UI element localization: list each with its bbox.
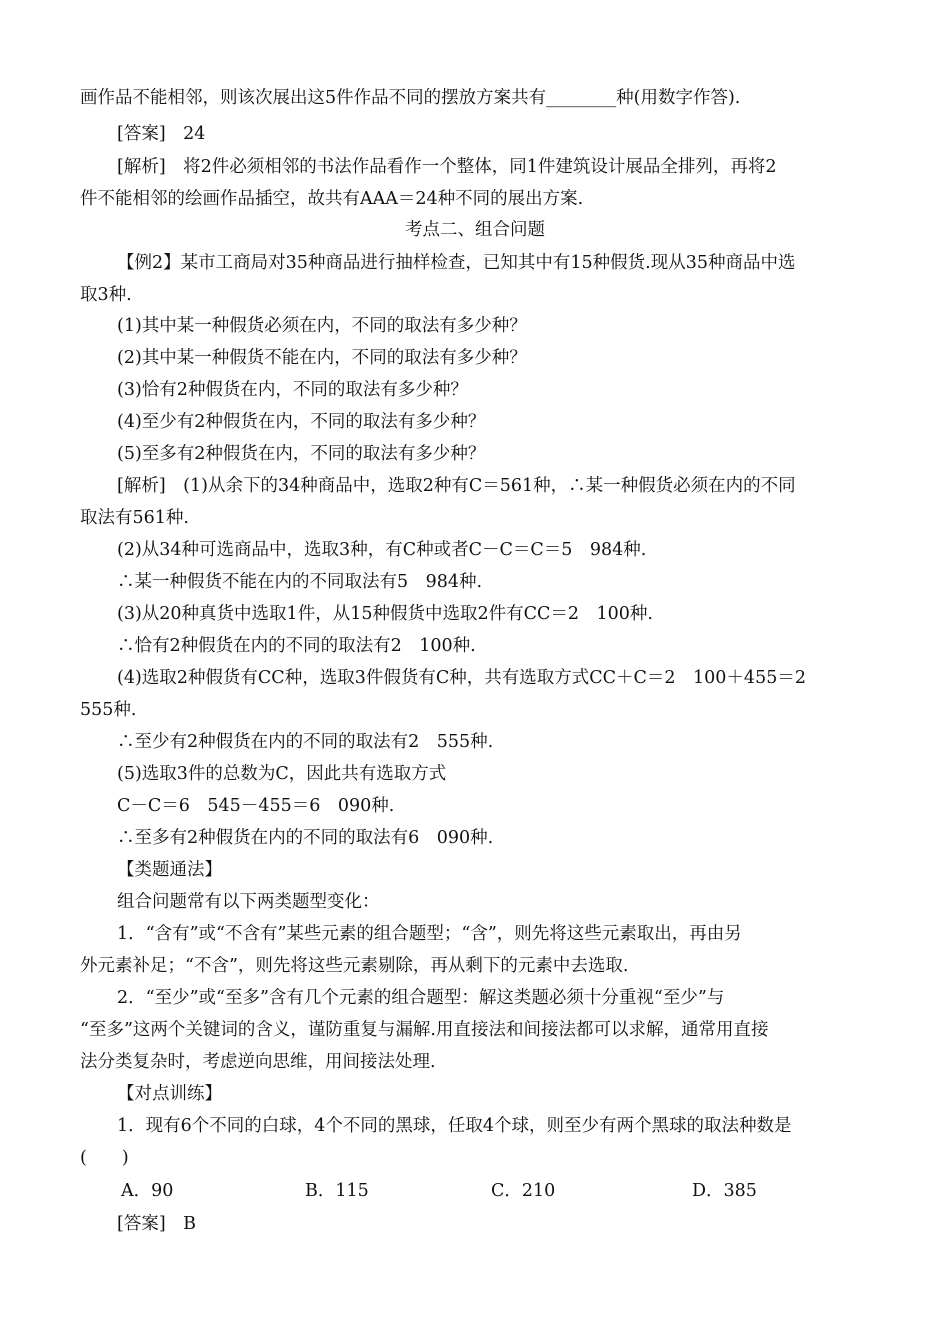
text-line: 取法有561种.	[80, 508, 189, 528]
text-line: ∴至少有2种假货在内的不同的取法有2 555种.	[117, 732, 494, 752]
method-heading: 【类题通法】	[117, 860, 222, 880]
text-line: 555种.	[80, 700, 137, 720]
answer-blank: ( )	[80, 1148, 129, 1168]
answer-line: [答案] B	[117, 1214, 197, 1234]
answer-line: [答案] 24	[117, 124, 206, 144]
text-line: 组合问题常有以下两类题型变化：	[117, 892, 380, 912]
text-line: 件不能相邻的绘画作品插空，故共有AAA＝24种不同的展出方案.	[80, 189, 584, 209]
question-item: (1)其中某一种假货必须在内，不同的取法有多少种？	[117, 316, 527, 336]
text-line: (2)从34种可选商品中，选取3种，有C种或者C－C＝C＝5 984种.	[117, 540, 647, 560]
analysis-line: [解析] 将2件必须相邻的书法作品看作一个整体，同1件建筑设计展品全排列，再将2	[117, 157, 777, 177]
option-c: C．210	[491, 1181, 556, 1201]
text-line: C－C＝6 545－455＝6 090种.	[117, 796, 395, 816]
text-line: (3)从20种真货中选取1件，从15种假货中选取2件有CC＝2 100种.	[117, 604, 653, 624]
text-line: 取3种.	[80, 285, 132, 305]
text-line: 2．“至少”或“至多”含有几个元素的组合题型：解这类题必须十分重视“至少”与	[117, 988, 725, 1008]
option-d: D．385	[692, 1181, 757, 1201]
analysis-line: [解析] (1)从余下的34种商品中，选取2种有C＝561种，∴某一种假货必须在内的不同	[117, 476, 796, 496]
text-line: “至多”这两个关键词的含义，谨防重复与漏解.用直接法和间接法都可以求解，通常用直接	[80, 1020, 769, 1040]
section-heading: 考点二、组合问题	[405, 220, 545, 240]
training-heading: 【对点训练】	[117, 1084, 222, 1104]
question-item: (5)至多有2种假货在内，不同的取法有多少种？	[117, 444, 486, 464]
text-line: ∴至多有2种假货在内的不同的取法有6 090种.	[117, 828, 494, 848]
text-line: (4)选取2种假货有CC种，选取3件假货有C种，共有选取方式CC＋C＝2 100＋455＝2	[117, 668, 806, 688]
text-line: (5)选取3件的总数为C，因此共有选取方式	[117, 764, 447, 784]
question-item: (4)至少有2种假货在内，不同的取法有多少种？	[117, 412, 486, 432]
text-line: 画作品不能相邻，则该次展出这5件作品不同的摆放方案共有________种(用数字作答).	[80, 88, 741, 108]
text-line: 法分类复杂时，考虑逆向思维，用间接法处理.	[80, 1052, 436, 1072]
question-item: (2)其中某一种假货不能在内，不同的取法有多少种？	[117, 348, 527, 368]
option-a: A．90	[121, 1181, 174, 1201]
text-line: ∴某一种假货不能在内的不同取法有5 984种.	[117, 572, 483, 592]
text-line: 外元素补足；“不含”，则先将这些元素剔除，再从剩下的元素中去选取.	[80, 956, 629, 976]
question-item: 1．现有6个不同的白球，4个不同的黑球，任取4个球，则至少有两个黑球的取法种数是	[117, 1116, 792, 1136]
text-line: 1．“含有”或“不含有”某些元素的组合题型；“含”，则先将这些元素取出，再由另	[117, 924, 742, 944]
example-title: 【例2】某市工商局对35种商品进行抽样检查，已知其中有15种假货.现从35种商品中选	[117, 253, 796, 273]
option-b: B．115	[305, 1181, 369, 1201]
question-item: (3)恰有2种假货在内，不同的取法有多少种？	[117, 380, 468, 400]
text-line: ∴恰有2种假货在内的不同的取法有2 100种.	[117, 636, 476, 656]
